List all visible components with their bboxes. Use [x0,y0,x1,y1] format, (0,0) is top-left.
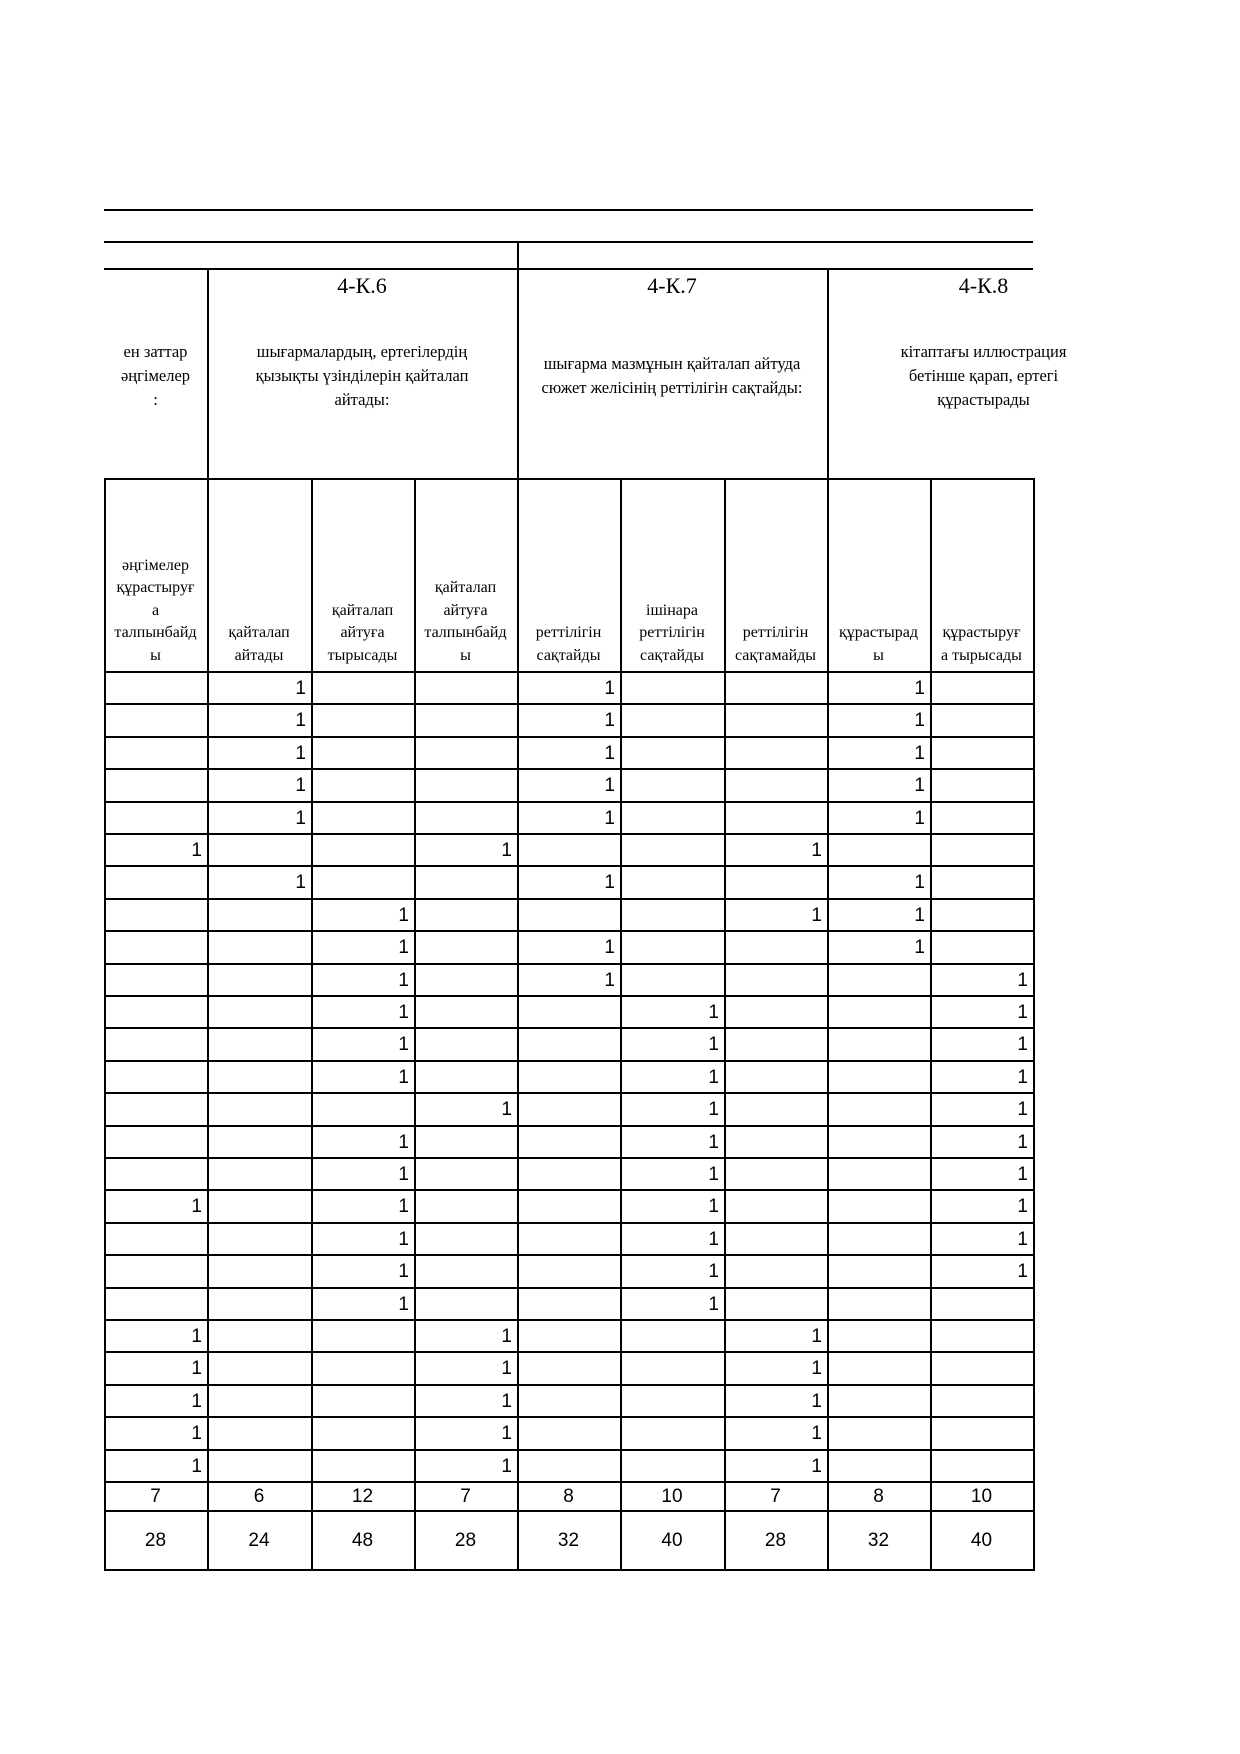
table-cell: 1 [501,840,512,862]
table-cell [414,705,517,735]
criterion-description: ен заттар әңгімелер : [120,342,191,409]
table-cell [311,803,414,833]
table-cell [620,770,724,800]
table-cell [827,1159,930,1189]
table-cell [207,1062,311,1092]
table-cell: 1 [191,1423,202,1445]
table-cell: 1 [811,1423,822,1445]
table-cell [517,1094,620,1124]
table-cell [104,997,207,1027]
table-cell [104,705,207,735]
criterion-description: кітаптағы иллюстрация бетінше қарап, ертегі құрастырады [900,342,1067,409]
table-cell [414,1029,517,1059]
table-cell [620,673,724,703]
table-cell [724,770,827,800]
table-cell: 1 [501,1099,512,1121]
table-cell [104,1062,207,1092]
table-cell: 1 [295,678,306,700]
table-cell: 1 [1017,1261,1028,1283]
table-cell [930,1321,1033,1351]
table-cell [104,1159,207,1189]
table-cell: 1 [1017,1099,1028,1121]
table-cell [827,1191,930,1221]
table-cell [207,997,311,1027]
table-cell [620,900,724,930]
table-cell [104,1094,207,1124]
column-header: құрастырад ы [839,624,918,664]
table-cell [104,1289,207,1319]
table-cell [207,1029,311,1059]
table-cell: 1 [398,1196,409,1218]
criterion-code: 4-К.8 [958,273,1009,298]
table-cell: 1 [811,1456,822,1478]
table-cell: 1 [398,1164,409,1186]
table-cell: 1 [811,905,822,927]
table-cell [414,770,517,800]
table-cell [620,965,724,995]
table-cell [104,900,207,930]
table-cell: 1 [398,1067,409,1089]
table-cell: 1 [708,1196,719,1218]
table-cell [517,1191,620,1221]
percent-value: 32 [867,1529,890,1551]
table-cell [207,1321,311,1351]
table-cell [311,1418,414,1448]
percent-value: 32 [557,1529,580,1551]
table-cell [620,932,724,962]
percent-value: 28 [764,1529,787,1551]
table-cell: 1 [1017,1196,1028,1218]
table-cell: 1 [1017,1164,1028,1186]
table-cell [930,673,1033,703]
table-cell [414,867,517,897]
table-cell [827,1418,930,1448]
table-cell: 1 [398,1034,409,1056]
table-cell [724,1094,827,1124]
table-cell: 1 [708,1002,719,1024]
table-cell: 1 [501,1391,512,1413]
total-count: 8 [873,1485,884,1507]
table-right-edge [1033,478,1035,1571]
table-cell: 1 [914,710,925,732]
table-cell: 1 [604,970,615,992]
table-cell [414,1289,517,1319]
table-cell [930,867,1033,897]
table-cell [311,705,414,735]
table-cell: 1 [914,775,925,797]
table-cell [517,1321,620,1351]
table-cell [414,965,517,995]
table-cell: 1 [295,743,306,765]
table-cell [207,900,311,930]
table-cell: 1 [708,1067,719,1089]
table-cell [517,997,620,1027]
column-header: құрастыруғ а тырысады [941,624,1022,664]
total-count: 8 [563,1485,574,1507]
header-rule [104,209,1033,211]
table-cell: 1 [191,1391,202,1413]
table-cell [104,932,207,962]
table-cell [620,835,724,865]
table-cell [414,1127,517,1157]
table-cell: 1 [501,1326,512,1348]
table-cell: 1 [914,678,925,700]
table-cell [104,738,207,768]
table-cell [724,1256,827,1286]
table-cell: 1 [398,1294,409,1316]
criterion-code [104,270,207,302]
table-cell: 1 [295,775,306,797]
table-cell [517,1386,620,1416]
table-cell [517,1062,620,1092]
table-cell: 1 [604,743,615,765]
table-cell [620,705,724,735]
table-cell [104,673,207,703]
table-cell: 1 [604,710,615,732]
table-cell [930,803,1033,833]
table-cell [311,1386,414,1416]
table-cell [414,1224,517,1254]
table-cell [104,803,207,833]
table-cell: 1 [708,1229,719,1251]
column-header: реттілігін сақтайды [535,624,602,664]
criterion-code: 4-К.6 [337,273,387,298]
table-cell [930,1418,1033,1448]
table-cell [724,803,827,833]
table-cell [207,1191,311,1221]
table-cell [207,1159,311,1189]
table-cell [414,900,517,930]
table-cell: 1 [811,840,822,862]
table-cell [311,673,414,703]
table-cell [724,1289,827,1319]
total-count: 7 [150,1485,161,1507]
table-cell: 1 [811,1358,822,1380]
table-cell [311,1451,414,1481]
table-cell: 1 [398,937,409,959]
table-cell [517,1159,620,1189]
table-cell [724,932,827,962]
table-cell: 1 [398,905,409,927]
table-cell [930,1353,1033,1383]
table-cell [724,1029,827,1059]
table-cell [207,1127,311,1157]
table-cell [724,965,827,995]
table-cell [620,1386,724,1416]
table-cell: 1 [914,808,925,830]
table-cell: 1 [1017,1034,1028,1056]
table-cell [930,738,1033,768]
table-cell: 1 [295,710,306,732]
total-count: 10 [970,1485,993,1507]
table-cell [207,965,311,995]
table-cell: 1 [1017,970,1028,992]
table-cell [207,1289,311,1319]
table-cell [724,997,827,1027]
table-cell [207,1418,311,1448]
table-cell [517,1451,620,1481]
table-cell [827,1451,930,1481]
total-count: 6 [253,1485,265,1507]
table-cell [207,1353,311,1383]
table-cell [104,770,207,800]
table-cell: 1 [811,1326,822,1348]
table-cell: 1 [398,970,409,992]
table-cell [930,932,1033,962]
table-cell [827,1224,930,1254]
table-bottom-rule [104,1569,1033,1571]
table-cell [930,900,1033,930]
table-cell: 1 [708,1132,719,1154]
table-cell [827,1062,930,1092]
table-cell: 1 [1017,1002,1028,1024]
table-cell [827,835,930,865]
table-cell [827,965,930,995]
table-cell [207,835,311,865]
table-cell: 1 [295,872,306,894]
table-cell [517,1289,620,1319]
table-cell: 1 [295,808,306,830]
table-cell [724,738,827,768]
table-cell [311,867,414,897]
table-cell: 1 [708,1099,719,1121]
table-cell [104,1256,207,1286]
column-header: қайталап айтуға тырысады [327,601,398,664]
table-cell [724,1191,827,1221]
table-cell: 1 [1017,1067,1028,1089]
table-cell: 1 [708,1294,719,1316]
table-cell: 1 [191,1196,202,1218]
table-cell [827,1127,930,1157]
table-cell [930,1386,1033,1416]
table-cell: 1 [604,872,615,894]
table-cell: 1 [604,775,615,797]
table-cell [311,1321,414,1351]
table-cell: 1 [398,1132,409,1154]
table-cell [827,1353,930,1383]
percent-value: 48 [351,1529,374,1551]
table-cell [620,803,724,833]
table-cell [827,1094,930,1124]
table-cell [930,770,1033,800]
table-cell [104,1127,207,1157]
table-cell [414,1256,517,1286]
percent-value: 40 [661,1529,683,1551]
table-cell [311,1094,414,1124]
table-cell [414,1159,517,1189]
table-cell: 1 [191,840,202,862]
table-cell [311,835,414,865]
table-cell [724,673,827,703]
percent-value: 40 [970,1529,993,1551]
table-cell [207,1386,311,1416]
table-cell [724,1127,827,1157]
table-cell [517,1353,620,1383]
table-cell [104,965,207,995]
table-cell [827,1256,930,1286]
table-cell [207,1094,311,1124]
header-rule [104,241,1033,243]
table-cell [104,1029,207,1059]
table-cell: 1 [914,937,925,959]
table-cell: 1 [1017,1229,1028,1251]
table-cell [414,997,517,1027]
percent-value: 28 [144,1529,167,1551]
table-cell [620,1418,724,1448]
table-cell [207,1256,311,1286]
table-cell: 1 [708,1034,719,1056]
table-cell [620,738,724,768]
table-cell [724,705,827,735]
percent-value: 28 [454,1529,477,1551]
table-cell: 1 [604,808,615,830]
table-cell [207,1224,311,1254]
percent-value: 24 [248,1529,270,1551]
table-cell [620,1321,724,1351]
table-cell [414,932,517,962]
table-cell: 1 [191,1358,202,1380]
column-header: ішінара реттілігін сақтайды [639,601,705,664]
table-cell [414,1062,517,1092]
table-cell: 1 [914,872,925,894]
criterion-description: шығарма мазмұнын қайталап айтуда сюжет желісінің реттілігін сақтайды: [541,354,803,397]
total-count: 7 [770,1485,781,1507]
table-cell: 1 [398,1002,409,1024]
table-cell [311,770,414,800]
table-cell [827,1386,930,1416]
table-cell: 1 [191,1326,202,1348]
table-cell [930,835,1033,865]
table-cell [104,867,207,897]
table-cell [827,1029,930,1059]
table-cell [620,867,724,897]
table-cell: 1 [708,1261,719,1283]
table-cell [517,835,620,865]
table-cell [207,932,311,962]
table-cell [414,673,517,703]
table-cell: 1 [191,1456,202,1478]
table-cell: 1 [811,1391,822,1413]
table-cell [517,1029,620,1059]
table-cell [930,1289,1033,1319]
table-cell: 1 [501,1423,512,1445]
table-cell: 1 [1017,1132,1028,1154]
total-count: 10 [661,1485,683,1507]
table-cell [827,1321,930,1351]
table-cell [517,1256,620,1286]
table-cell [724,1224,827,1254]
table-cell [620,1353,724,1383]
table-cell [827,997,930,1027]
table-cell: 1 [914,743,925,765]
column-header: қайталап айтады [228,624,290,664]
table-cell [930,1451,1033,1481]
table-cell [724,1159,827,1189]
total-count: 7 [460,1485,471,1507]
table-cell [724,867,827,897]
table-cell [517,900,620,930]
column-header: қайталап айтуға талпынбайд ы [424,579,507,664]
table-cell [517,1224,620,1254]
table-cell [414,1191,517,1221]
table-cell [517,1127,620,1157]
table-cell [311,1353,414,1383]
table-cell [414,738,517,768]
table-cell: 1 [914,905,925,927]
table-cell [104,1224,207,1254]
total-count: 12 [351,1485,374,1507]
table-cell: 1 [398,1261,409,1283]
table-cell: 1 [604,937,615,959]
column-header: әңгімелер құрастыруғ а талпынбайд ы [114,557,197,664]
table-cell [207,1451,311,1481]
table-cell [414,803,517,833]
table-cell: 1 [501,1456,512,1478]
criterion-description: шығармалардың, ертегілердің қызықты үзінділерін қайталап айтады: [255,342,469,409]
table-cell [930,705,1033,735]
table-cell: 1 [398,1229,409,1251]
table-cell: 1 [604,678,615,700]
column-header: реттілігін сақтамайды [734,624,817,664]
table-cell: 1 [708,1164,719,1186]
table-cell [311,738,414,768]
table-cell [724,1062,827,1092]
criterion-code: 4-К.7 [647,273,697,298]
table-cell [517,1418,620,1448]
table-cell [620,1451,724,1481]
table-cell: 1 [501,1358,512,1380]
table-cell [827,1289,930,1319]
